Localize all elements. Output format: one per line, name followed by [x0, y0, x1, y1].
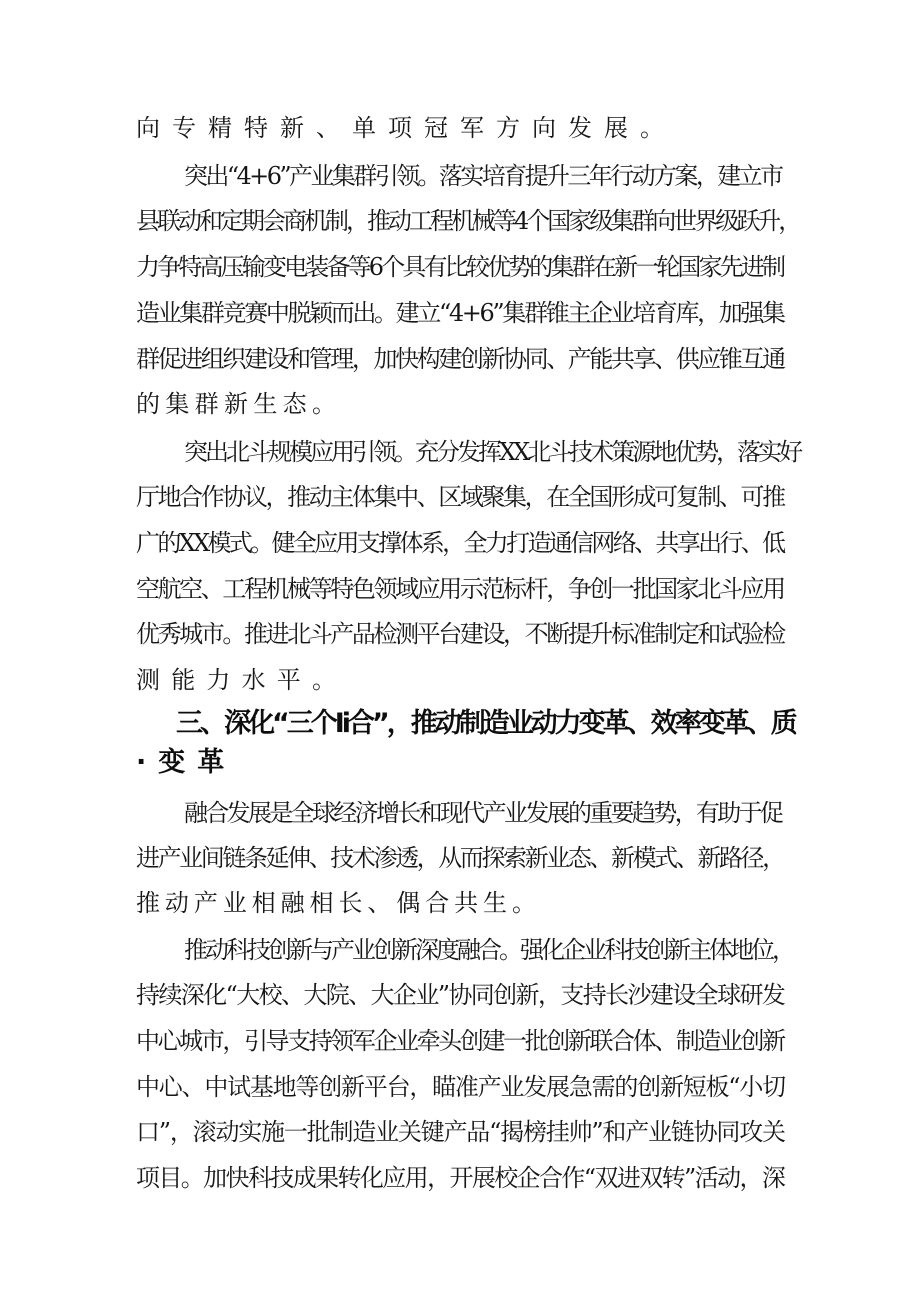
text-line: 中心、中试基地等创新平台，瞄准产业发展急需的创新短板“小切 — [136, 1073, 785, 1101]
text-line: 口”，滚动实施一批制造业关键产品“揭榜挂帅”和产业链协同攻关 — [136, 1118, 785, 1146]
text-line: 造业集群竞赛中脱颖而出。建立“4+6”集群锥主企业培育库，加强集 — [136, 299, 784, 327]
text-line: 进产业间链条延伸、技术渗透，从而探索新业态、新模式、新路径， — [136, 844, 784, 872]
text-line: 空航空、工程机械等特色领域应用示范标杆，争创一批国家北斗应用 — [136, 575, 784, 603]
text-line: 测能力水平。 — [136, 666, 348, 694]
text-line: 中心城市，引导支持领军企业牵头创建一批创新联合体、制造业创新 — [136, 1027, 784, 1055]
text-line: 突出“4+6”产业集群引领。落实培育提升三年行动方案，建立市 — [184, 162, 782, 190]
text-line: 厅地合作协议，推动主体集中、区域聚集，在全国形成可复制、可推 — [136, 483, 784, 511]
text-line: 推动产业相融相长、偶合共生。 — [136, 889, 541, 917]
text-line: 的集群新生态。 — [136, 390, 342, 418]
text-line: 持续深化“大校、大院、大企业”协同创新，支持长沙建设全球研发 — [136, 981, 785, 1009]
text-line: 向专精特新、单项冠军方向发展。 — [136, 114, 676, 142]
text-line: 广的XX模式。健全应用支撑体系，全力打造通信网络、共享出行、低 — [136, 529, 784, 557]
section-heading: 三、深化“三个Ii合”，推动制造业动力变革、效率变革、质 — [176, 708, 795, 739]
text-line: 融合发展是全球经济增长和现代产业发展的重要趋势，有助于促 — [184, 799, 782, 827]
text-line: 县联动和定期会商机制，推动工程机械等4个国家级集群向世界级跃升， — [136, 207, 800, 235]
text-line: 力争特高压输变电装备等6个具有比较优势的集群在新一轮国家先进制 — [136, 253, 784, 281]
text-line: 推动科技创新与产业创新深度融合。强化企业科技创新主体地位， — [184, 936, 793, 964]
text-line: 群促进组织建设和管理，加快构建创新协同、产能共享、供应锥互通 — [136, 345, 784, 373]
text-line: 优秀城市。推进北斗产品检测平台建设，不断提升标准制定和试验检 — [136, 620, 784, 648]
text-line: 突出北斗规模应用引领。充分发挥XX北斗技术策源地优势，落实好 — [184, 438, 801, 466]
section-heading-continuation: ·变革 — [136, 747, 237, 778]
text-line: 项目。加快科技成果转化应用，开展校企合作“双进双转”活动，深 — [136, 1164, 785, 1192]
